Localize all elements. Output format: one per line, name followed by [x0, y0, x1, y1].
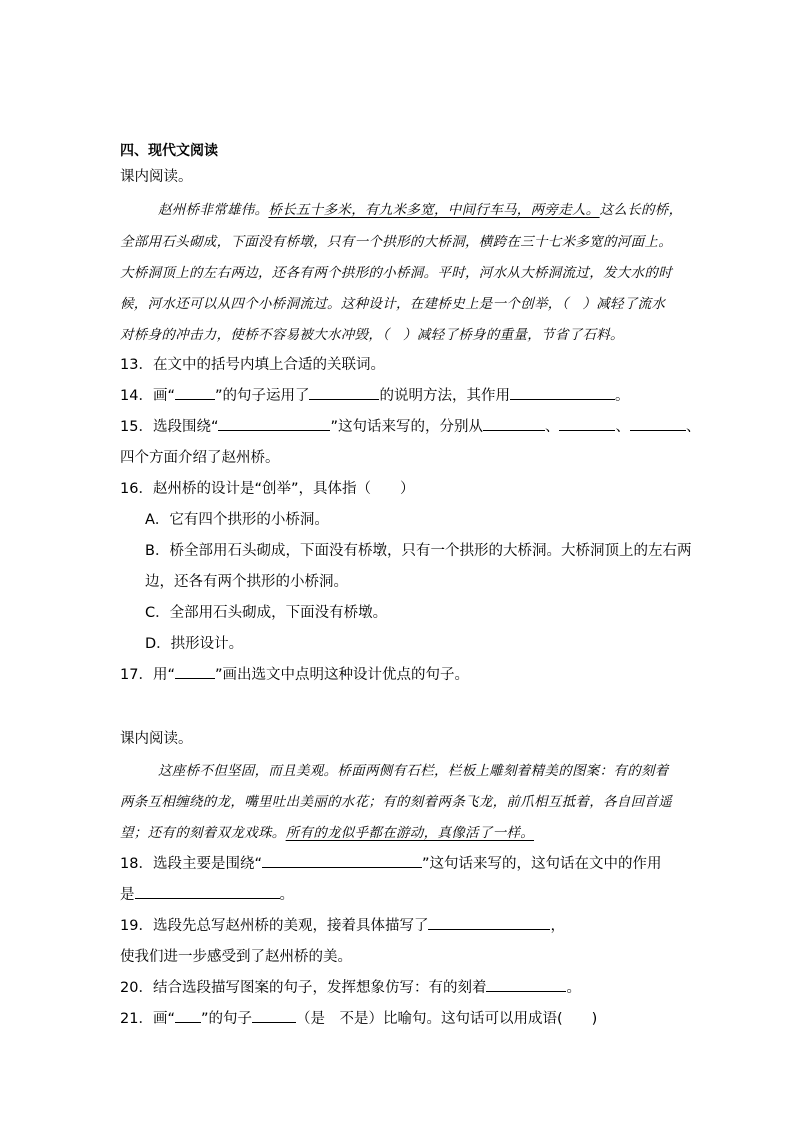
option-b[interactable]: B．桥全部用石头砌成，下面没有桥墩，只有一个拱形的大桥洞。大桥洞顶上的左右两: [145, 543, 692, 559]
answer-blank[interactable]: [175, 664, 215, 679]
passage1-line-1: 赵州桥非常雄伟。桥长五十多米，有九米多宽，中间行车马，两旁走人。这么长的桥，: [158, 202, 683, 218]
option-a[interactable]: A．它有四个拱形的小桥洞。: [145, 512, 329, 528]
answer-blank[interactable]: [135, 884, 280, 899]
answer-blank[interactable]: [309, 385, 379, 400]
question-16: 16．赵州桥的设计是“创举”，具体指（ ）: [120, 481, 415, 497]
answer-blank[interactable]: [483, 416, 545, 431]
question-15-line-2: 四个方面介绍了赵州桥。: [120, 450, 280, 466]
question-15: 15．选段围绕“ ”这句话来写的，分别从 、 、 、: [120, 415, 700, 436]
reading1-intro: 课内阅读。: [120, 169, 193, 185]
question-21: 21．画“ ”的句子 （是 不是）比喻句。这句话可以用成语( ): [120, 1007, 597, 1028]
answer-blank[interactable]: [510, 385, 615, 400]
option-d[interactable]: D．拱形设计。: [145, 636, 244, 652]
passage2-line-3: 望；还有的刻着双龙戏珠。所有的龙似乎都在游动，真像活了一样。: [120, 825, 535, 841]
answer-blank[interactable]: [262, 853, 422, 868]
answer-blank[interactable]: [559, 416, 615, 431]
underlined-sentence: 桥长五十多米，有九米多宽，中间行车马，两旁走人。: [268, 202, 600, 218]
answer-blank[interactable]: [428, 915, 550, 930]
answer-blank[interactable]: [175, 385, 215, 400]
answer-blank[interactable]: [218, 416, 330, 431]
answer-blank[interactable]: [486, 977, 566, 992]
answer-blank[interactable]: [175, 1008, 201, 1023]
answer-blank[interactable]: [630, 416, 686, 431]
underlined-sentence: 所有的龙似乎都在游动，真像活了一样。: [285, 825, 535, 841]
passage1-line-2: 全部用石头砌成，下面没有桥墩，只有一个拱形的大桥洞，横跨在三十七米多宽的河面上。: [120, 234, 672, 250]
question-19: 19．选段先总写赵州桥的美观，接着具体描写了 ，: [120, 914, 565, 935]
question-18: 18．选段主要是围绕“ ”这句话来写的，这句话在文中的作用: [120, 852, 661, 873]
question-19-line-2: 使我们进一步感受到了赵州桥的美。: [120, 949, 352, 965]
passage1-line-3: 大桥洞顶上的左右两边，还各有两个拱形的小桥洞。平时，河水从大桥洞流过，发大水的时: [120, 265, 672, 281]
reading2-intro: 课内阅读。: [120, 731, 193, 747]
question-20: 20．结合选段描写图案的句子，发挥想象仿写：有的刻着 。: [120, 976, 581, 997]
question-17: 17．用“ ”画出选文中点明这种设计优点的句子。: [120, 663, 469, 684]
answer-blank[interactable]: [252, 1008, 296, 1023]
question-14: 14．画“ ”的句子运用了 的说明方法，其作用 。: [120, 384, 629, 405]
question-13: 13．在文中的括号内填上合适的关联词。: [120, 357, 385, 373]
passage1-line-5: 对桥身的冲击力，使桥不容易被大水冲毁，（ ）减轻了桥身的重量，节省了石料。: [120, 327, 624, 343]
option-c[interactable]: C．全部用石头砌成，下面没有桥墩。: [145, 605, 388, 621]
passage2-line-2: 两条互相缠绕的龙，嘴里吐出美丽的水花；有的刻着两条飞龙，前爪相互抵着，各自回首遥: [120, 794, 672, 810]
passage1-line-4: 候，河水还可以从四个小桥洞流过。这种设计，在建桥史上是一个创举，（ ）减轻了流水: [120, 296, 666, 312]
section-title: 四、现代文阅读: [120, 143, 218, 159]
option-b-line-2: 边，还各有两个拱形的小桥洞。: [145, 574, 348, 590]
question-18-line-2: 是 。: [120, 883, 294, 904]
passage2-line-1: 这座桥不但坚固，而且美观。桥面两侧有石栏，栏板上雕刻着精美的图案：有的刻着: [158, 763, 669, 779]
